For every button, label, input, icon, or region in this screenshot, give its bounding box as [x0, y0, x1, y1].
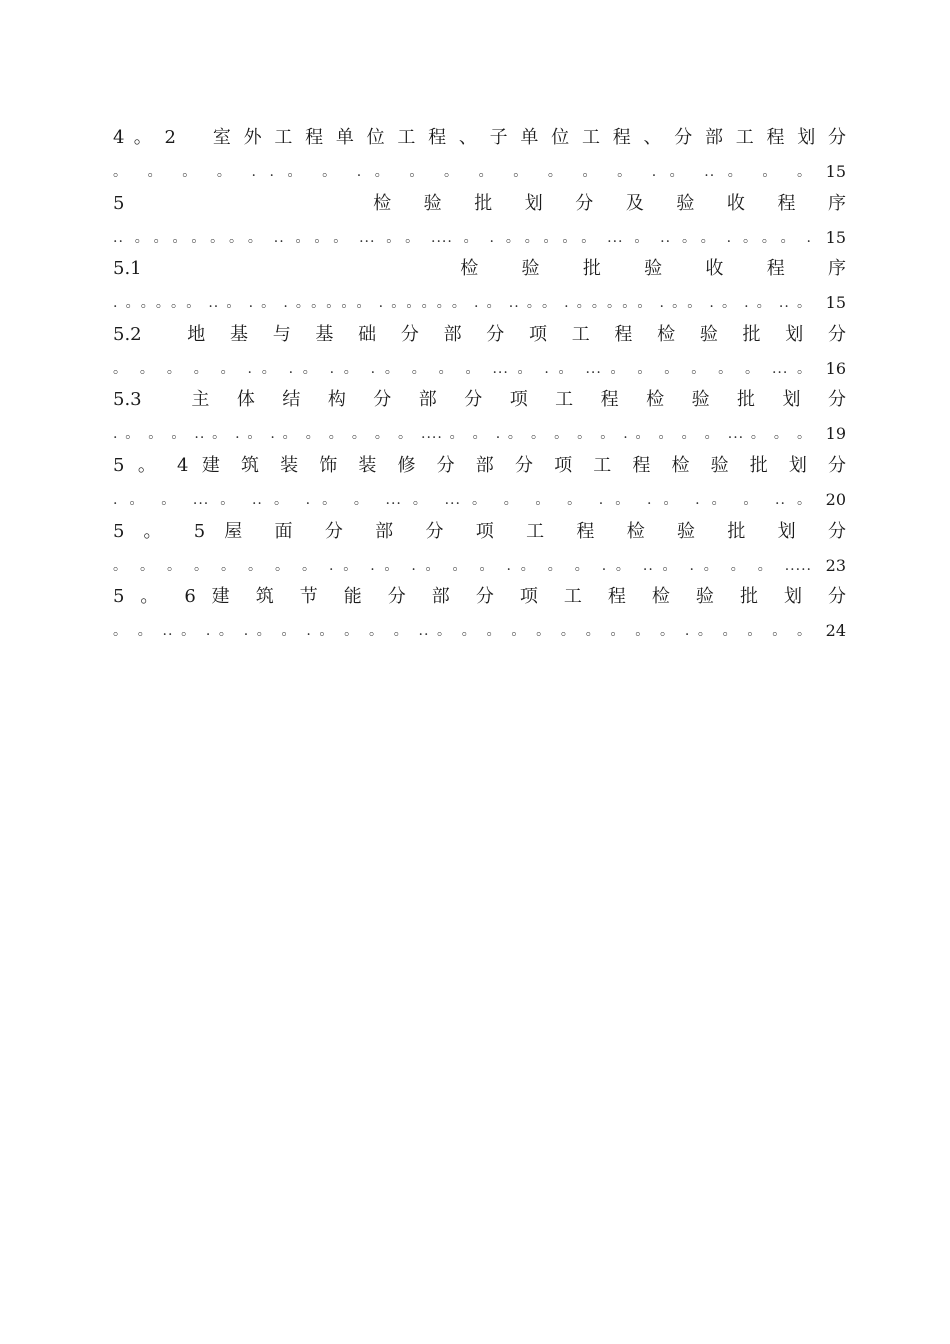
toc-dot-leader: .。。。。。..。.。.。。。。。.。。。。。.。..。。.。。。。。.。。.。.。..。 — [113, 295, 812, 312]
toc-dot-leader: 。 。 .. 。 . 。 . 。 。 . 。 。 。 。 .. 。 。 。 。 。 。 。 。 。 。 . 。 。 。 。 。 — [113, 623, 812, 640]
toc-entry-title: 5 。 5 屋 面 分 部 分 项 工 程 检 验 批 划 分 — [113, 520, 846, 542]
toc-entry-5-1[interactable] — [113, 253, 846, 319]
toc-leader-line — [113, 353, 846, 385]
toc-entry-title: 5.3 主 体 结 构 分 部 分 项 工 程 检 验 批 划 分 — [113, 389, 846, 411]
toc-entry-title: 5 。 6 建 筑 节 能 分 部 分 项 工 程 检 验 批 划 分 — [113, 586, 846, 608]
toc-page-number: 23 — [825, 555, 846, 575]
toc-dot-leader: . 。 。 。 .. 。 . 。 . 。 。 。 。 。 。 .... 。 。 . 。 。 。 。 。 . 。 。 。 。 ... 。 。 。 — [113, 426, 812, 443]
toc-leader-line — [113, 156, 846, 188]
toc-dot-leader: 。 。 。 。 . . 。 。 . 。 。 。 。 。 。 。 。 . 。 .. 。 。 。 — [113, 164, 812, 180]
toc-entry-title: 4 。 2 室 外 工 程 单 位 工 程 、 子 单 位 工 程 、 分 部 工 程 划 分 — [113, 127, 846, 148]
toc-entry-4-2[interactable] — [113, 122, 846, 188]
toc-dot-leader: 。 。 。 。 。 。 。 。 . 。 . 。 . 。 。 。 . 。 。 。 . 。 .. 。 . 。 。 。 ..... — [113, 557, 812, 574]
toc-page-number: 16 — [825, 358, 846, 378]
toc-entry-title: 5 检 验 批 划 分 及 验 收 程 序 — [113, 192, 846, 214]
toc-dot-leader: 。 。 。 。 。 . 。 . 。 . 。 . 。 。 。 。 ... 。 . 。 ... 。 。 。 。 。 。 ... 。 — [113, 360, 812, 377]
toc-entry-5-2[interactable] — [113, 319, 846, 385]
toc-entry-5-3[interactable] — [113, 384, 846, 450]
toc-leader-line — [113, 615, 846, 647]
toc-leader-line — [113, 484, 846, 516]
toc-page-number: 15 — [825, 227, 846, 247]
toc-entry-5-5[interactable] — [113, 516, 846, 582]
toc-entry-title: 5.2 地 基 与 基 础 分 部 分 项 工 程 检 验 批 划 分 — [113, 323, 846, 345]
toc-entry-5[interactable] — [113, 188, 846, 254]
toc-page-number: 20 — [825, 489, 846, 509]
toc-page-number: 15 — [825, 162, 846, 181]
toc-leader-line — [113, 287, 846, 319]
toc-entry-title: 5 。 4 建 筑 装 饰 装 修 分 部 分 项 工 程 检 验 批 划 分 — [113, 454, 846, 476]
toc-leader-line — [113, 222, 846, 254]
toc-page-number: 19 — [825, 424, 846, 444]
toc-page-number: 15 — [825, 293, 846, 313]
toc-entry-5-6[interactable] — [113, 581, 846, 647]
table-of-contents — [113, 122, 846, 647]
toc-leader-line — [113, 418, 846, 450]
toc-entry-title: 5.1 检 验 批 验 收 程 序 — [113, 258, 846, 280]
toc-entry-5-4[interactable] — [113, 450, 846, 516]
toc-dot-leader: . 。 。 ... 。 .. 。 . 。 。 ... 。 ... 。 。 。 。 . 。 . 。 . 。 。 .. 。 — [113, 491, 812, 508]
toc-dot-leader: ..。。。。。。。..。。。...。。....。.。。。。。...。..。。.。。。. — [113, 229, 812, 246]
toc-page-number: 24 — [825, 621, 846, 641]
toc-leader-line — [113, 550, 846, 582]
